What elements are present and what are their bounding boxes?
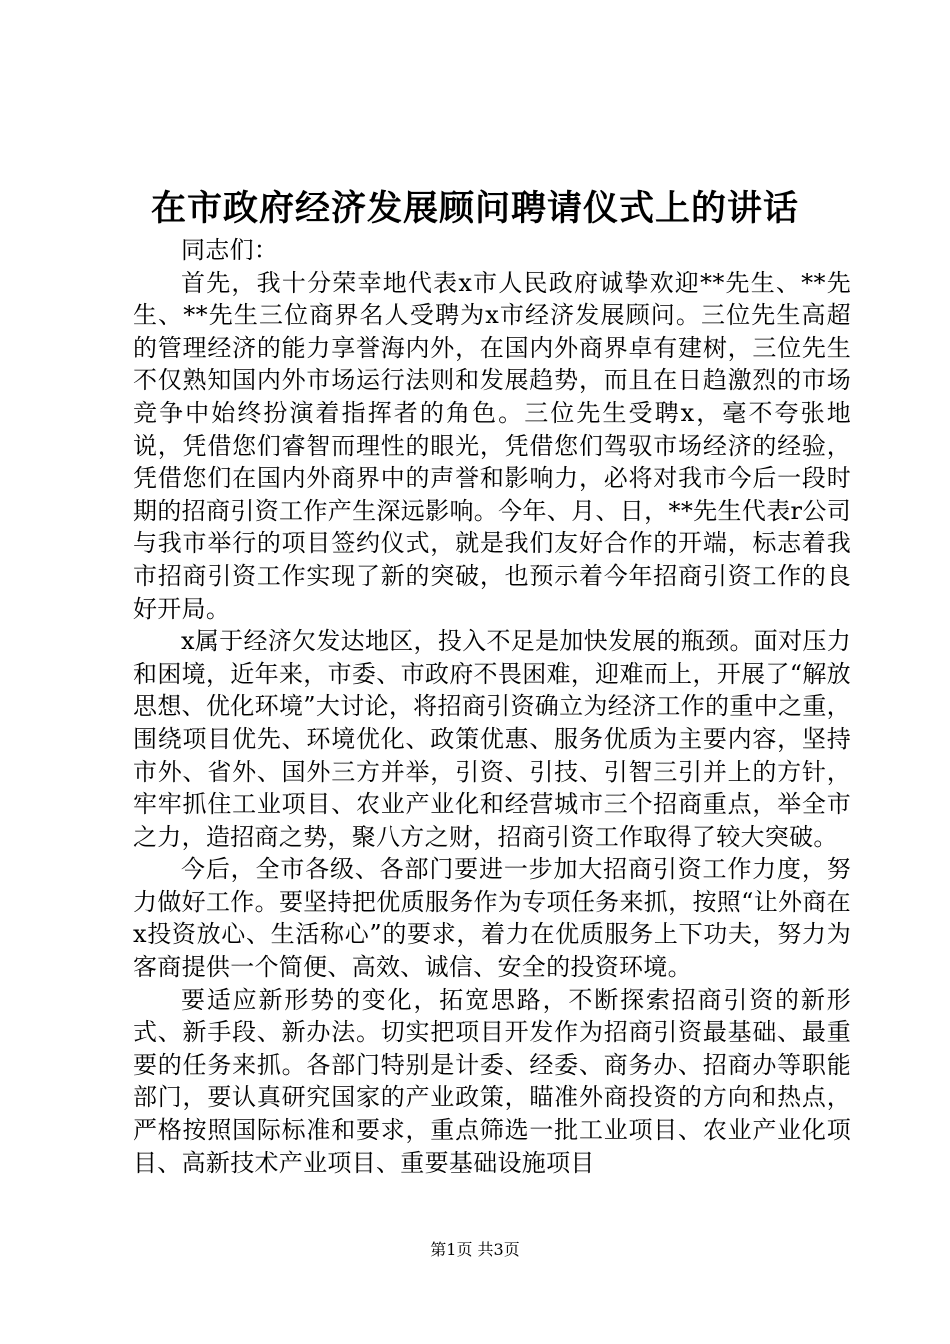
paragraph-3: 今后，全市各级、各部门要进一步加大招商引资工作力度，努力做好工作。要坚持把优质服务作为专项任务来抓，按照“让外商在x投资放心、生活称心”的要求，着力在优质服务上下功夫，努力为客商提供一个简便、高效、诚信、安全的投资环境。: [133, 855, 851, 982]
page-footer: 第1页 共3页: [430, 1240, 520, 1259]
paragraph-4: 要适应新形势的变化，拓宽思路，不断探索招商引资的新形式、新手段、新办法。切实把项目开发作为招商引资最基础、最重要的任务来抓。各部门特别是计委、经委、商务办、招商办等职能部门，要认真研究国家的产业政策，瞄准外商投资的方向和热点，严格按照国际标准和要求，重点筛选一批工业项目、农业产业化项目、高新技术产业项目、重要基础设施项目: [133, 985, 851, 1177]
greeting: 同志们：: [181, 236, 279, 264]
document-title: 在市政府经济发展顾问聘请仪式上的讲话: [150, 188, 799, 229]
paragraph-1: 首先，我十分荣幸地代表x市人民政府诚挚欢迎**先生、**先生、**先生三位商界名人受聘为x市经济发展顾问。三位先生高超的管理经济的能力享誉海内外，在国内外商界卓有建树，三位先生不仅熟知国内外市场运行法则和发展趋势，而且在日趋激烈的市场竞争中始终扮演着指挥者的角色。三位先生受聘x，毫不夸张地说，凭借您们睿智而理性的眼光，凭借您们驾驭市场经济的经验，凭借您们在国内外商界中的声誉和影响力，必将对我市今后一段时期的招商引资工作产生深远影响。今年、月、日，**先生代表r公司与我市举行的项目签约仪式，就是我们友好合作的开端，标志着我市招商引资工作实现了新的突破，也预示着今年招商引资工作的良好开局。: [133, 268, 851, 623]
document-body: [133, 234, 851, 1179]
paragraph-2: x属于经济欠发达地区，投入不足是加快发展的瓶颈。面对压力和困境，近年来，市委、市政府不畏困难，迎难而上，开展了“解放思想、优化环境”大讨论，将招商引资确立为经济工作的重中之重，围绕项目优先、环境优化、政策优惠、服务优质为主要内容，坚持市外、省外、国外三方并举，引资、引技、引智三引并上的方针，牢牢抓住工业项目、农业产业化和经营城市三个招商重点，举全市之力，造招商之势，聚八方之财，招商引资工作取得了较大突破。: [133, 627, 851, 851]
